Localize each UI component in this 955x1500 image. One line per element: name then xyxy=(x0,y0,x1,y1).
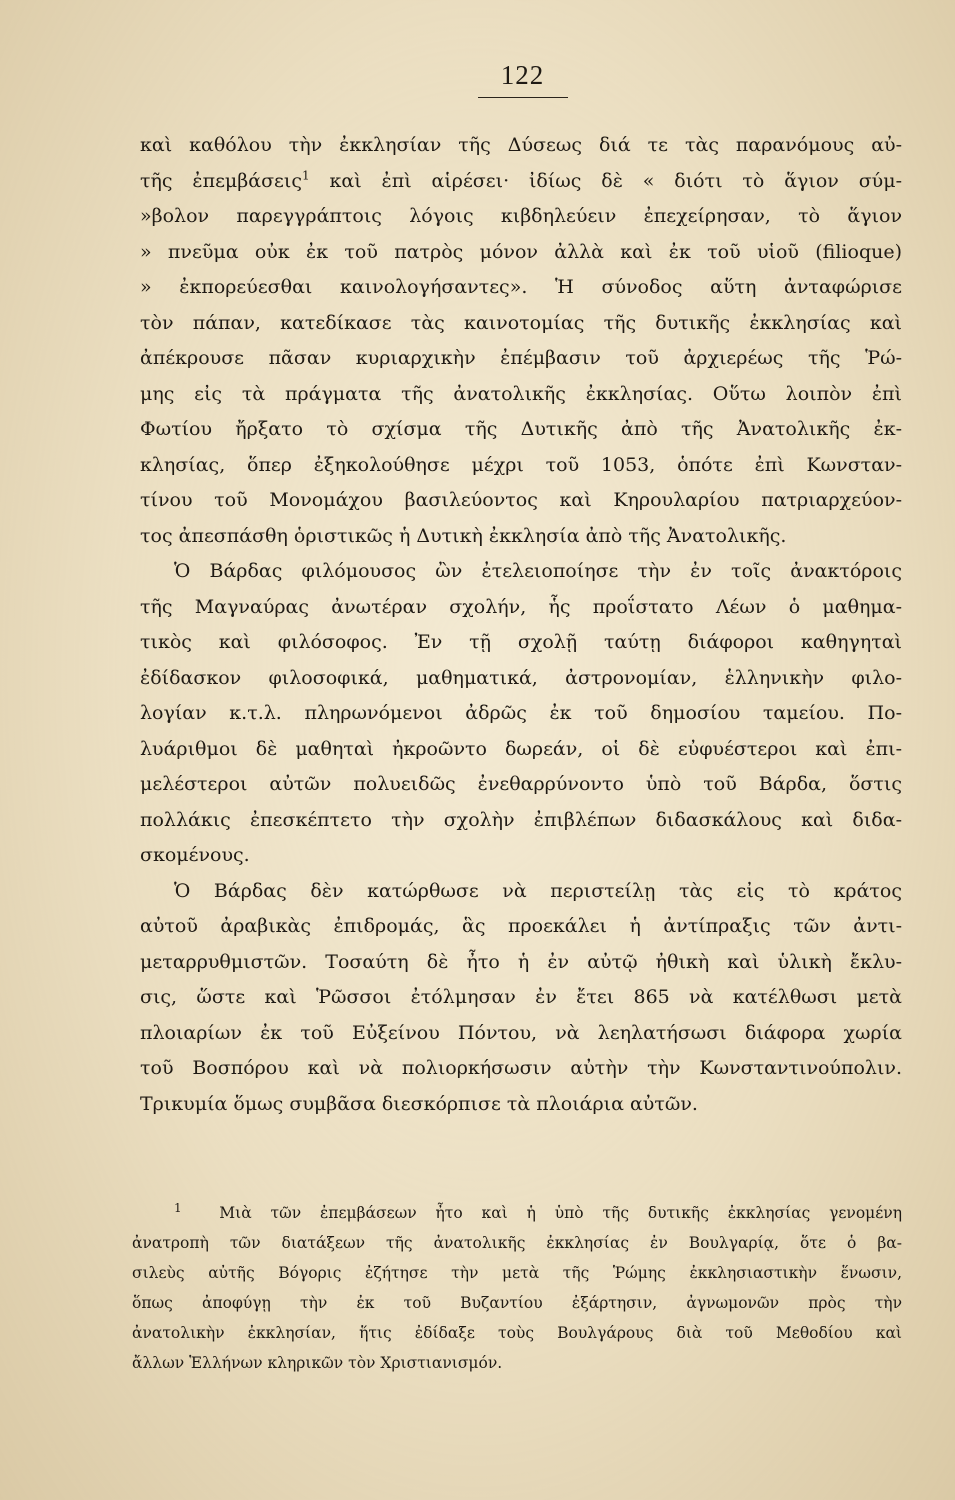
footnotes xyxy=(132,1198,902,1378)
page-number: 122 xyxy=(500,60,545,90)
text-line: σις, ὥστε καὶ Ῥῶσσοι ἐτόλμησαν ἐν ἔτει 865 νὰ κατέλθωσι μετὰ xyxy=(140,986,902,1008)
text-line: τοῦ Βοσπόρου καὶ νὰ πολιορκήσωσιν αὐτὴν τὴν Κωνσταντινούπολιν. xyxy=(140,1057,902,1079)
main-text xyxy=(140,128,902,1122)
text-line: Φωτίου ἤρξατο τὸ σχίσμα τῆς Δυτικῆς ἀπὸ τῆς Ἀνατολικῆς ἐκ- xyxy=(140,418,902,440)
text-line: ἐδίδασκον φιλοσοφικά, μαθηματικά, ἀστρονομίαν, ἑλληνικὴν φιλο- xyxy=(140,666,902,689)
text-line: αὐτοῦ ἀραβικὰς ἐπιδρομάς, ἃς προεκάλει ἡ ἀντίπραξις τῶν ἀντι- xyxy=(140,915,902,937)
text-line: λογίαν κ.τ.λ. πληρωνόμενοι ἀδρῶς ἐκ τοῦ δημοσίου ταμείου. Πο- xyxy=(140,702,902,724)
text-line: » ἐκπορεύεσθαι καινολογήσαντες». Ἡ σύνοδος αὕτη ἀνταφώρισε xyxy=(140,276,902,298)
footnote-reference: 1 xyxy=(302,168,310,183)
footnote-line: ἀνατροπὴ τῶν διατάξεων τῆς ἀνατολικῆς ἐκκλησίας ἐν Βουλγαρίᾳ, ὅτε ὁ βα- xyxy=(132,1234,902,1252)
footnote-line: ἄλλων Ἑλλήνων κληρικῶν τὸν Χριστιανισμόν. xyxy=(132,1354,503,1372)
text-line: πολλάκις ἐπεσκέπτετο τὴν σχολὴν ἐπιβλέπων διδασκάλους καὶ διδα- xyxy=(140,808,902,831)
text-line: πλοιαρίων ἐκ τοῦ Εὐξείνου Πόντου, νὰ λεηλατήσωσι διάφορα χωρία xyxy=(140,1021,902,1044)
footnote-marker: 1 xyxy=(174,1200,182,1215)
footnote-line: σιλεὺς αὐτῆς Βόγορις ἐζήτησε τὴν μετὰ τῆς Ῥώμης ἐκκλησιαστικὴν ἕνωσιν, xyxy=(132,1264,902,1282)
text-fragment: καὶ ἐπὶ αἱρέσει· ἰδίως δὲ « διότι τὸ ἅγιον σύμ- xyxy=(329,169,902,192)
footnote-line: ὅπως ἀποφύγῃ τὴν ἐκ τοῦ Βυζαντίου ἐξάρτησιν, ἀγνωμονῶν πρὸς τὴν xyxy=(132,1294,902,1312)
text-line: τὸν πάπαν, κατεδίκασε τὰς καινοτομίας τῆς δυτικῆς ἐκκλησίας καὶ xyxy=(140,311,902,334)
text-line: Τρικυμία ὅμως συμβᾶσα διεσκόρπισε τὰ πλοιάρια αὐτῶν. xyxy=(140,1092,698,1115)
text-line: κλησίας, ὅπερ ἐξηκολούθησε μέχρι τοῦ 1053, ὁπότε ἐπὶ Κωνσταν- xyxy=(140,453,902,476)
text-line: τικὸς καὶ φιλόσοφος. Ἐν τῇ σχολῇ ταύτῃ διάφοροι καθηγηταὶ xyxy=(140,631,902,653)
text-fragment: Μιὰ τῶν ἐπεμβάσεων ἦτο καὶ ἡ ὑπὸ τῆς δυτικῆς ἐκκλησίας γενομένη xyxy=(219,1204,902,1222)
footnote-line: ἀνατολικὴν ἐκκλησίαν, ἥτις ἐδίδαξε τοὺς Βουλγάρους διὰ τοῦ Μεθοδίου καὶ xyxy=(132,1324,902,1342)
text-line: »βολον παρεγγράπτοις λόγοις κιβδηλεύειν ἐπεχείρησαν, τὸ ἅγιον xyxy=(140,205,902,227)
text-line: μελέστεροι αὐτῶν πολυειδῶς ἐνεθαρρύνοντο ὑπὸ τοῦ Βάρδα, ὅστις xyxy=(140,773,902,795)
text-line: Ὁ Βάρδας δὲν κατώρθωσε νὰ περιστείλῃ τὰς εἰς τὸ κράτος xyxy=(174,879,902,902)
text-line: τος ἀπεσπάσθη ὁριστικῶς ἡ Δυτικὴ ἐκκλησία ἀπὸ τῆς Ἀνατολικῆς. xyxy=(140,524,787,547)
text-line: μης εἰς τὰ πράγματα τῆς ἀνατολικῆς ἐκκλησίας. Οὕτω λοιπὸν ἐπὶ xyxy=(140,382,902,405)
text-line: μεταρρυθμιστῶν. Τοσαύτη δὲ ἦτο ἡ ἐν αὐτῷ ἠθικὴ καὶ ὑλικὴ ἔκλυ- xyxy=(140,950,902,973)
page-number-rule xyxy=(478,97,568,98)
text-line: » πνεῦμα οὐκ ἐκ τοῦ πατρὸς μόνον ἀλλὰ καὶ ἐκ τοῦ υἱοῦ (filioque) xyxy=(140,240,902,263)
text-line: τίνου τοῦ Μονομάχου βασιλεύοντος καὶ Κηρουλαρίου πατριαρχεύον- xyxy=(140,489,902,511)
text-line: τῆς Μαγναύρας ἀνωτέραν σχολήν, ἧς προΐστατο Λέων ὁ μαθημα- xyxy=(140,595,902,618)
text-line: ἀπέκρουσε πᾶσαν κυριαρχικὴν ἐπέμβασιν τοῦ ἀρχιερέως τῆς Ῥώ- xyxy=(140,347,902,369)
text-line: λυάριθμοι δὲ μαθηταὶ ἠκροῶντο δωρεάν, οἱ δὲ εὐφυέστεροι καὶ ἐπι- xyxy=(140,737,902,760)
footnote-line xyxy=(132,1198,902,1228)
text-line: σκομένους. xyxy=(140,844,250,866)
text-line: Ὁ Βάρδας φιλόμουσος ὢν ἐτελειοποίησε τὴν ἐν τοῖς ἀνακτόροις xyxy=(174,560,902,582)
text-line: καὶ καθόλου τὴν ἐκκλησίαν τῆς Δύσεως διά τε τὰς παρανόμους αὐ- xyxy=(140,134,902,156)
text-fragment: τῆς ἐπεμβάσεις xyxy=(140,169,302,192)
text-line xyxy=(140,164,902,200)
